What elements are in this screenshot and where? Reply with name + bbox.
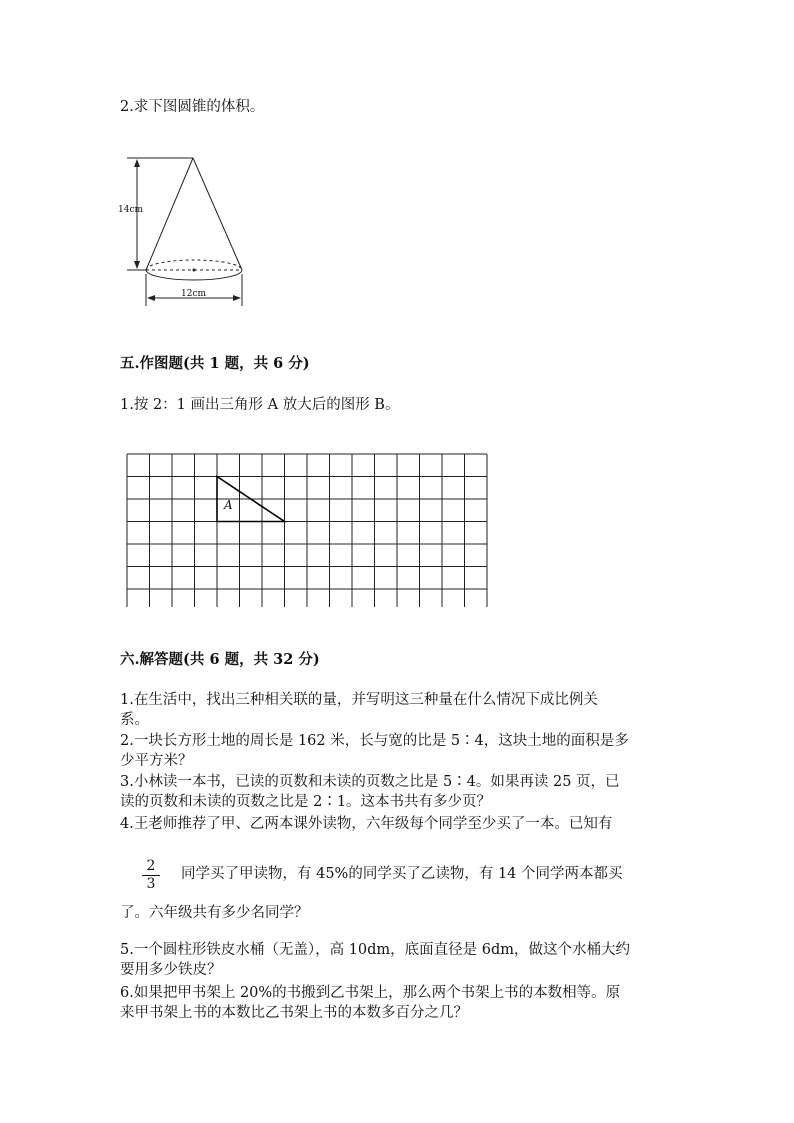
section-6-q6-line1: 6.如果把甲书架上 20%的书搬到乙书架上，那么两个书架上书的本数相等。原	[120, 985, 621, 1001]
cone-diameter-label: 12cm	[181, 289, 207, 299]
section-6-q2-line1: 2.一块长方形土地的周长是 162 米，长与宽的比是 5∶4，这块土地的面积是多	[120, 733, 629, 749]
section-6-q4-line1: 4.王老师推荐了甲、乙两本课外读物，六年级每个同学至少买了一本。已知有	[120, 816, 613, 832]
fraction-numerator: 2	[146, 858, 156, 874]
section-6-q5-line1: 5.一个圆柱形铁皮水桶（无盖），高 10dm，底面直径是 6dm，做这个水桶大约	[120, 942, 631, 958]
cone-height-label: 14cm	[118, 205, 144, 215]
section-6-q3-line1: 3.小林读一本书，已读的页数和未读的页数之比是 5∶4。如果再读 25 页，已	[120, 774, 620, 790]
fraction-two-thirds	[140, 858, 162, 893]
section-6-q2-line2: 少平方米？	[120, 753, 193, 769]
question-2-cone: 2.求下图圆锥的体积。	[120, 99, 265, 115]
section-6-q3-line2: 读的页数和未读的页数之比是 2∶1。这本书共有多少页？	[120, 794, 492, 810]
section-6-q5-line2: 要用多少铁皮？	[120, 962, 222, 978]
section-6-q4-line2: 同学买了甲读物，有 45%的同学买了乙读物，有 14 个同学两本都买	[181, 866, 623, 882]
section-6-q1-line1: 1.在生活中，找出三种相关联的量，并写明这三种量在什么情况下成比例关	[120, 692, 598, 708]
grid-figure	[126, 453, 490, 607]
section-5-heading: 五.作图题(共 1 题，共 6 分)	[120, 355, 310, 372]
section-6-q4-line3: 了。六年级共有多少名同学？	[120, 905, 309, 921]
section-6-q6-line2: 来甲书架上书的本数比乙书架上书的本数多百分之几？	[120, 1005, 468, 1021]
cone-figure	[115, 150, 255, 310]
section-6-q1-line2: 系。	[120, 712, 149, 728]
section-5-question-1: 1.按 2：1 画出三角形 A 放大后的图形 B。	[120, 397, 400, 413]
section-6-heading: 六.解答题(共 6 题，共 32 分)	[120, 651, 320, 668]
fraction-denominator: 3	[146, 876, 156, 892]
triangle-a-label: A	[224, 498, 233, 512]
